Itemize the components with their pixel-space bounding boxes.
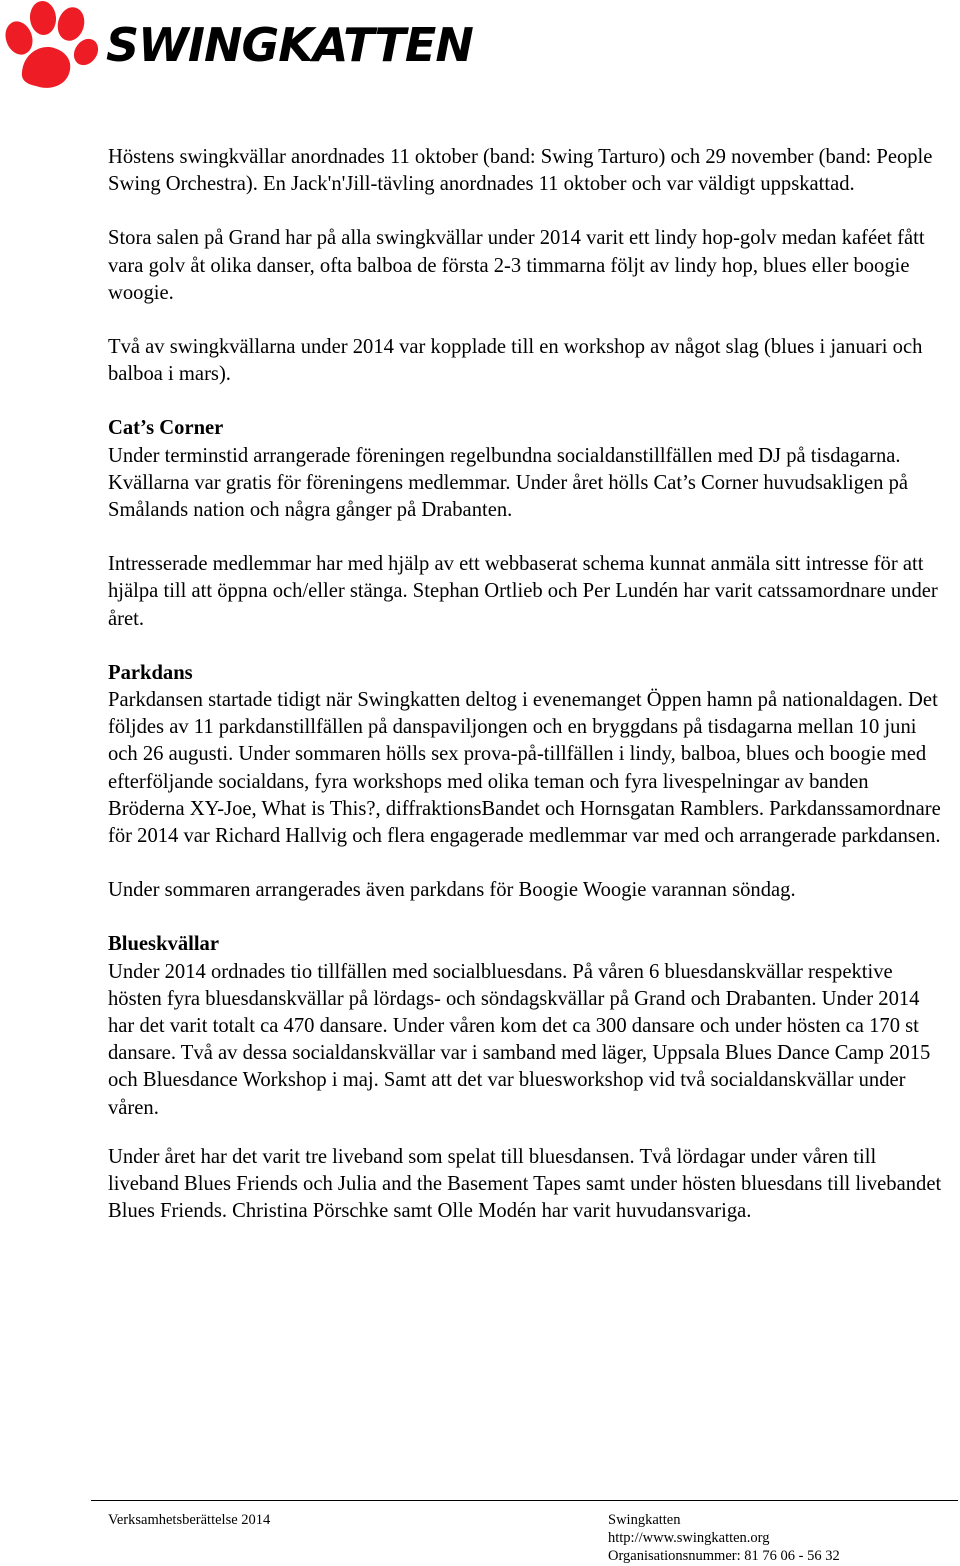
footer-document-title: Verksamhetsberättelse 2014	[108, 1512, 271, 1528]
document-body	[108, 144, 948, 1253]
footer-org-number: Organisationsnummer: 81 76 06 - 56 32	[608, 1548, 840, 1564]
paw-print-icon	[0, 0, 100, 92]
paragraph-parkdans: Parkdansen startade tidigt när Swingkatten deltog i evenemanget Öppen hamn på nationaldagen. Det följdes av 11 parkdanstillfällen på danspaviljongen och en bryggdans på tisdagarna mellan 10 juni och 26 augusti. Under sommaren hölls sex prova-på-tillfällen i lindy, balboa, blues och boogie med efterföljande socialdans, fyra workshops med olika teman och fyra livespelningar av banden Bröderna XY-Joe, What is This?, diffraktionsBandet och Hornsgatan Ramblers. Parkdanssamordnare för 2014 var Richard Hallvig och flera engagerade medlemmar var med och arrangerade parkdansen.	[108, 689, 941, 848]
paragraph-workshops: Två av swingkvällarna under 2014 var kopplade till en workshop av något slag (blues i januari och balboa i mars).	[108, 336, 923, 386]
paragraph-grand-floors: Stora salen på Grand har på alla swingkvällar under 2014 varit ett lindy hop-golv medan kaféet fått vara golv åt olika danser, ofta balboa de första 2-3 timmarna följt av lindy hop, blues eller boogie woogie.	[108, 227, 925, 304]
footer-divider	[91, 1500, 958, 1501]
heading-blueskvallar: Blueskvällar	[108, 933, 219, 956]
section-blueskvallar	[108, 931, 948, 1121]
paragraph-blueskvallar: Under 2014 ordnades tio tillfällen med socialbluesdans. På våren 6 bluesdanskvällar respektive hösten fyra bluesdanskvällar på lördags- och söndagskvällar på Grand och Drabanten. Under 2014 har det varit totalt ca 470 dansare. Under våren kom det ca 300 dansare och under hösten ca 170 st dansare. Två av dessa socialdanskvällar var i samband med läger, Uppsala Blues Dance Camp 2015 och Bluesdance Workshop i maj. Samt att det var bluesworkshop vid två socialdanskvällar under våren.	[108, 960, 931, 1119]
footer-org-url[interactable]: http://www.swingkatten.org	[608, 1530, 770, 1546]
paragraph-cats-corner: Under terminstid arrangerade föreningen regelbundna socialdanstillfällen med DJ på tisdagarna. Kvällarna var gratis för föreningens medlemmar. Under året hölls Cat’s Corner huvudsakligen på Smålands nation och några gånger på Drabanten.	[108, 444, 909, 522]
paragraph-cats-volunteers: Intresserade medlemmar har med hjälp av ett webbaserat schema kunnat anmäla sitt intresse för att hjälpa till att öppna och/eller stänga. Stephan Ortlieb och Per Lundén har varit catssamordnare under året.	[108, 553, 938, 630]
heading-cats-corner: Cat’s Corner	[108, 417, 224, 440]
heading-parkdans: Parkdans	[108, 661, 193, 684]
swingkatten-logo	[0, 0, 473, 95]
section-parkdans	[108, 660, 948, 850]
paragraph-livebands: Under året har det varit tre liveband som spelat till bluesdansen. Två lördagar under våren till liveband Blues Friends och Julia and the Basement Tapes samt under hösten bluesdans till livebandet Blues Friends. Christina Pörschke samt Olle Modén har varit huvudansvariga.	[108, 1145, 942, 1223]
paragraph-autumn-swing-nights: Höstens swingkvällar anordnades 11 oktober (band: Swing Tarturo) och 29 november (band: People Swing Orchestra). En Jack'n'Jill-tävling anordnades 11 oktober och var väldigt uppskattad.	[108, 146, 933, 196]
footer-org-name: Swingkatten	[608, 1512, 681, 1528]
footer-org-info	[608, 1511, 840, 1565]
section-cats-corner	[108, 415, 948, 524]
paragraph-boogie-woogie: Under sommaren arrangerades även parkdans för Boogie Woogie varannan söndag.	[108, 879, 796, 902]
brand-wordmark: SWINGKATTEN	[106, 18, 473, 72]
